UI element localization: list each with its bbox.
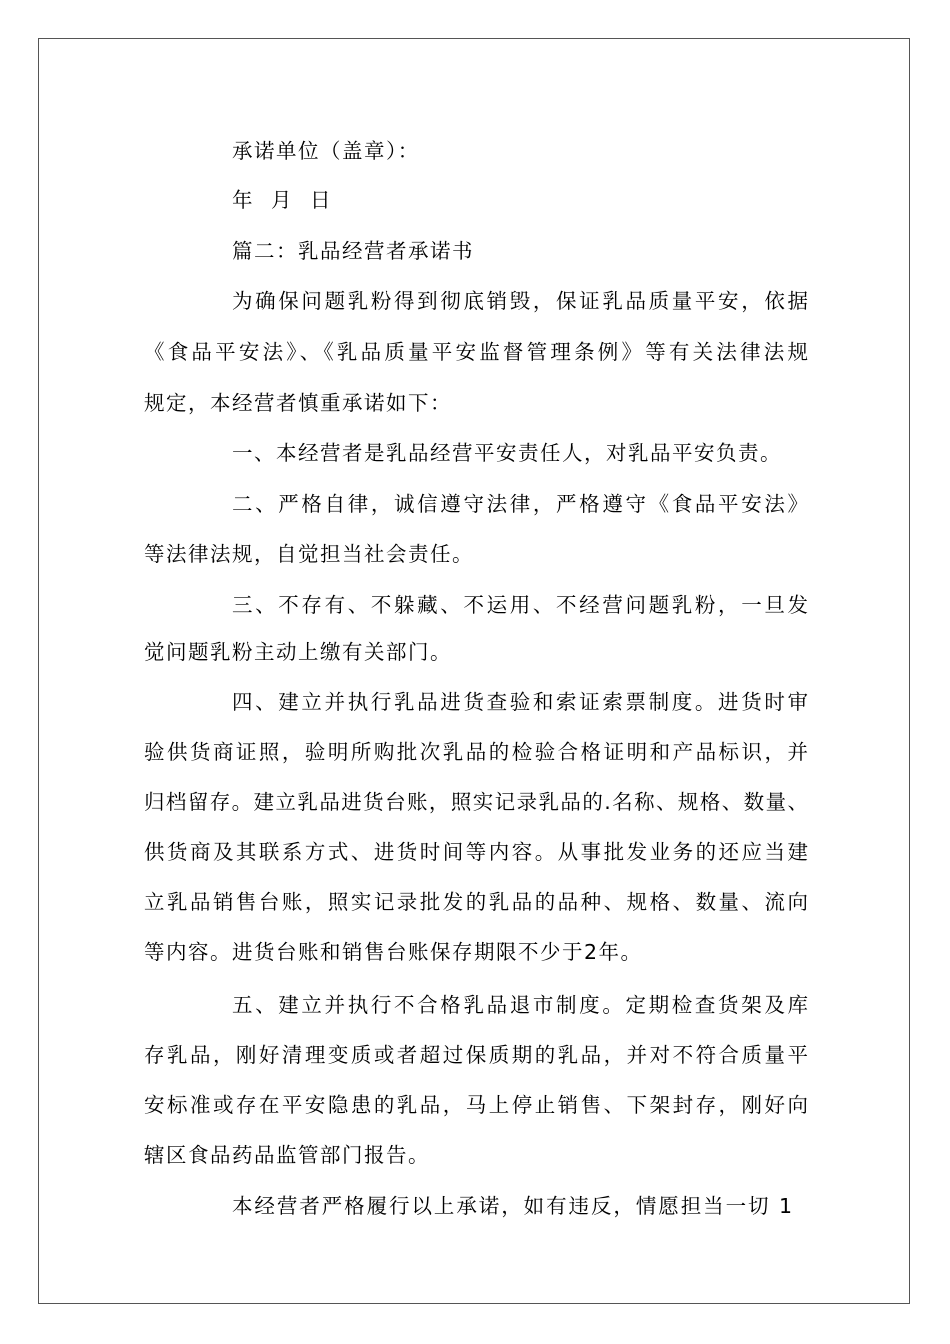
item-1-line-1: 一、本经营者是乳品经营平安责任人，对乳品平安负责。 (232, 441, 782, 465)
item-3-line-1: 三、不存有、不躲藏、不运用、不经营问题乳粉，一旦发 (232, 593, 808, 617)
item-5-line-3: 安标准或存在平安隐患的乳品，马上停止销售、下架封存，刚好向 (144, 1093, 808, 1117)
intro-line-1: 为确保问题乳粉得到彻底销毁，保证乳品质量平安，依据 (232, 289, 808, 313)
item-2-line-1: 二、严格自律，诚信遵守法律，严格遵守《食品平安法》 (232, 492, 808, 516)
item-5-line-1: 五、建立并执行不合格乳品退市制度。定期检查货架及库 (232, 993, 808, 1017)
item-4-line-5: 立乳品销售台账，照实记录批发的乳品的品种、规格、数量、流向 (144, 890, 808, 914)
intro-line-3: 规定，本经营者慎重承诺如下： (144, 391, 452, 415)
item-4-line-2: 验供货商证照，验明所购批次乳品的检验合格证明和产品标识，并 (144, 740, 808, 764)
item-5-line-4: 辖区食品药品监管部门报告。 (144, 1143, 430, 1167)
closing-line-1: 本经营者严格履行以上承诺，如有违反，情愿担当一切 1 (232, 1194, 792, 1218)
item-4-line-1: 四、建立并执行乳品进货查验和索证索票制度。进货时审 (232, 690, 808, 714)
item-3-line-2: 觉问题乳粉主动上缴有关部门。 (144, 640, 452, 664)
item-4-line-4: 供货商及其联系方式、进货时间等内容。从事批发业务的还应当建 (144, 840, 808, 864)
intro-line-2: 《食品平安法》、《乳品质量平安监督管理条例》等有关法律法规 (144, 340, 808, 364)
section-title: 篇二：乳品经营者承诺书 (232, 239, 474, 263)
item-2-line-2: 等法律法规，自觉担当社会责任。 (144, 542, 474, 566)
item-4-line-3: 归档留存。建立乳品进货台账，照实记录乳品的.名称、规格、数量、 (144, 790, 808, 814)
item-4-line-6: 等内容。进货台账和销售台账保存期限不少于2年。 (144, 940, 643, 964)
signature-unit-line: 承诺单位（盖章）： (232, 139, 420, 163)
item-5-line-2: 存乳品，刚好清理变质或者超过保质期的乳品，并对不符合质量平 (144, 1043, 808, 1067)
date-line: 年 月 日 (232, 188, 337, 212)
